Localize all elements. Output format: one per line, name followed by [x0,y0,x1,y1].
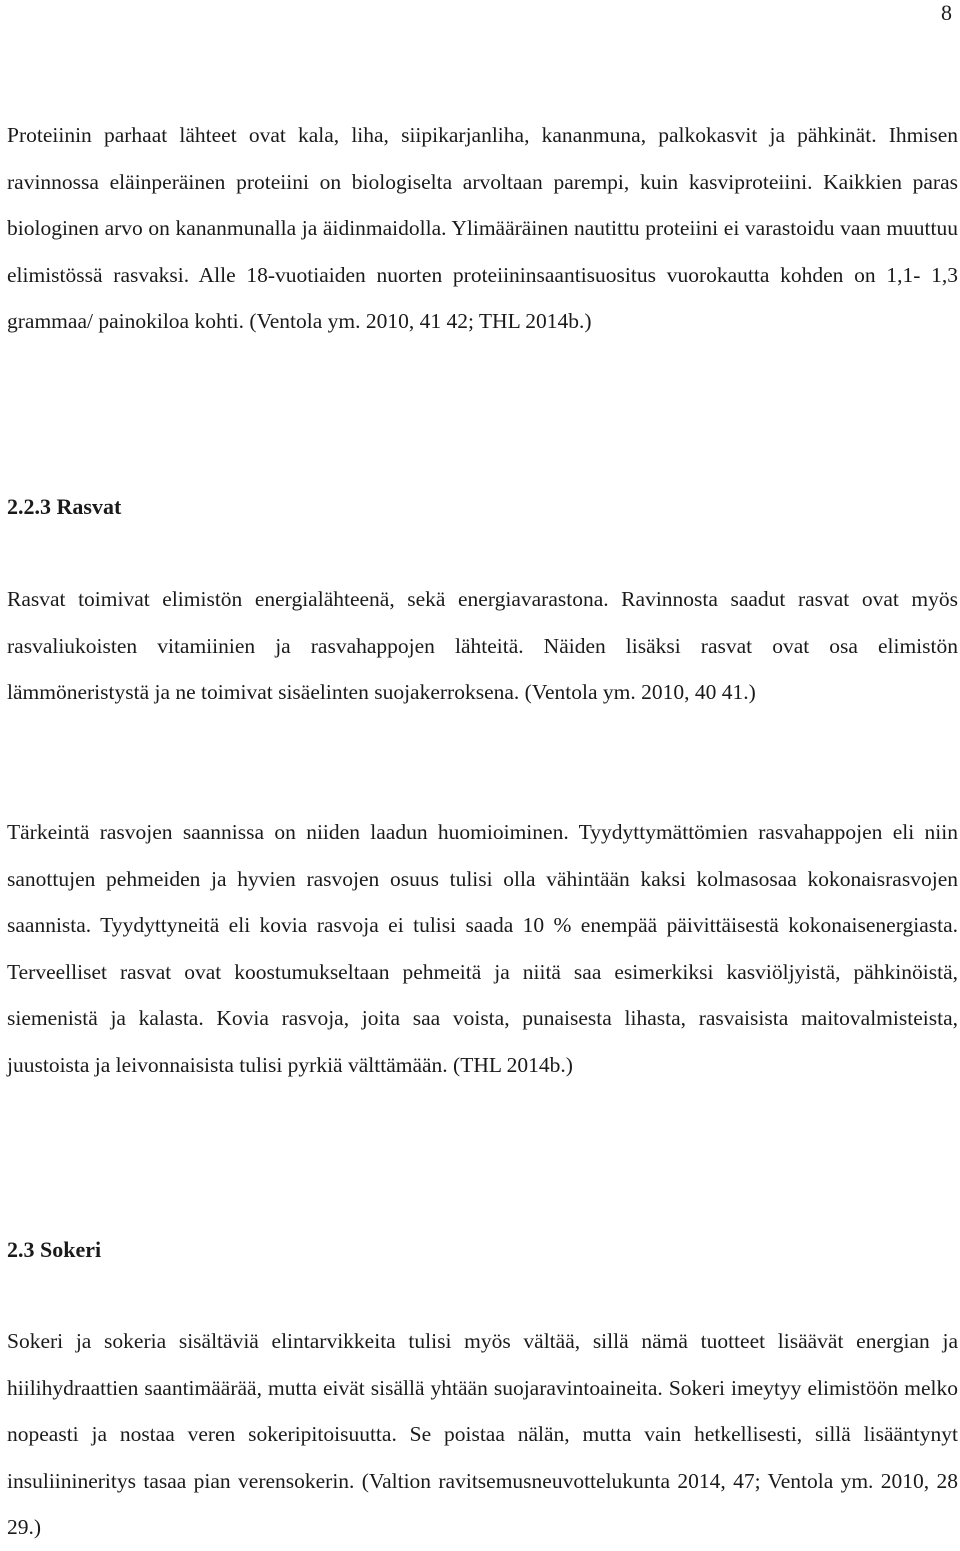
fats-paragraph-1: Rasvat toimivat elimistön energialähteenä, sekä energiavarastona. Ravinnosta saadut rasvat ovat myös rasvaliukoisten vitamiinien ja rasvahappojen lähteitä. Näiden lisäksi rasvat ovat osa elimistön lämmöneristystä ja ne toimivat sisäelinten suojakerroksena. (Ventola ym. 2010, 40 41.) [7,587,958,704]
section-heading-fats: 2.2.3 Rasvat [7,494,122,519]
sugar-paragraph: Sokeri ja sokeria sisältäviä elintarvikkeita tulisi myös vältää, sillä nämä tuotteet lisäävät energian ja hiilihydraattien saantimäärää, mutta eivät sisällä yhtään suojaravintoaineita. Sokeri imeytyy elimistöön melko nopeasti ja nostaa veren sokeripitoisuutta. Se poistaa nälän, mutta vain hetkellisesti, sillä lisääntynyt insuliinineritys tasaa pian verensokerin. (Valtion ravitsemusneuvottelukunta 2014, 47; Ventola ym. 2010, 28 29.) [7,1329,958,1539]
page-number: 8 [941,0,952,25]
fats-paragraph-2: Tärkeintä rasvojen saannissa on niiden laadun huomioiminen. Tyydyttymättömien rasvahappojen eli niin sanottujen pehmeiden ja hyvien rasvojen osuus tulisi olla vähintään kaksi kolmasosaa kokonaisrasvojen saannista. Tyydyttyneitä eli kovia rasvoja ei tulisi saada 10 % enempää päivittäisestä kokonaisenergiasta. Terveelliset rasvat ovat koostumukseltaan pehmeitä ja niitä saa esimerkiksi kasviöljyistä, pähkinöistä, siemenistä ja kalasta. Kovia rasvoja, joita saa voista, punaisesta lihasta, rasvaisista maitovalmisteista, juustoista ja leivonnaisista tulisi pyrkiä välttämään. (THL 2014b.) [7,820,958,1077]
protein-paragraph: Proteiinin parhaat lähteet ovat kala, liha, siipikarjanliha, kananmuna, palkokasvit ja pähkinät. Ihmisen ravinnossa eläinperäinen proteiini on biologiselta arvoltaan parempi, kuin kasviproteiini. Kaikkien paras biologinen arvo on kananmunalla ja äidinmaidolla. Ylimääräinen nautittu proteiini ei varastoidu vaan muuttuu elimistössä rasvaksi. Alle 18-vuotiaiden nuorten proteiininsaantisuositus vuorokautta kohden on 1,1- 1,3 grammaa/ painokiloa kohti. (Ventola ym. 2010, 41 42; THL 2014b.) [7,123,958,333]
section-heading-sugar: 2.3 Sokeri [7,1237,102,1262]
